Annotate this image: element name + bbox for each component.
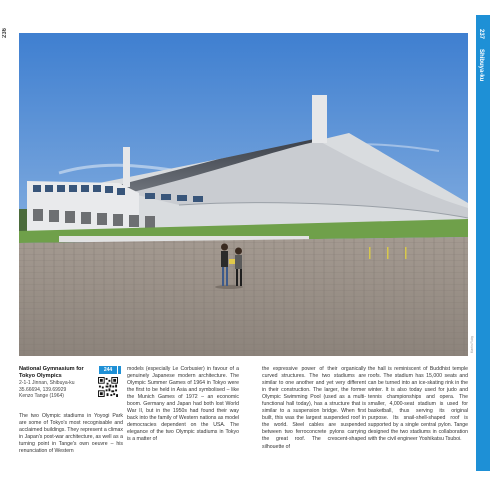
section-tab [476, 15, 490, 471]
page-number-left: 236 [2, 28, 8, 39]
body-text-column-1: The two Olympic stadiums in Yoyogi Park are some of Tokyo's most recognisable and acclaimed buildings. They represent a climax in Japan's post-war architecture, as well as a turning point in Tange's own oeuvre – his renunciation of Western [19, 413, 123, 455]
entry-number-badge [99, 366, 117, 374]
listing-address: 2-1-1 Jinnan, Shibuya-ku [19, 380, 75, 386]
photo-credit: Martin Ruby [470, 336, 474, 354]
gymnasium-photo [19, 33, 468, 356]
right-page-number: 237 [478, 29, 484, 40]
body-text-column-2: models (especially Le Corbusier) in favour of a genuinely Japanese modern architecture. The Olympic Summer Games of 1964 in Tokyo were the first to be held in Asia and symbolised – like the Munich Games of 1972 – an economic boom. Germany and Japan had both lost World War II, but in the 1950s had found their way back into the family of Western nations as model democracies dependent on the USA. The elegance of the two Olympic stadiums in Tokyo is a matter of [127, 366, 239, 443]
body-text-column-3: the expressive power of their organically curved structures. The two stadiums are similar to one another and yet very different in their construction. The larger, the former Olympic Swimming Pool (used as a multi-functional hall today), has a structure that is similar to a suspension bridge. When first built, this was the largest suspended roof in the world. Steel cables are suspended between two ferroconcrete pylons carrying the great roof. The crescent-shaped silhouette of [262, 366, 366, 450]
listing-coords: 35.66694, 139.69929 [19, 386, 67, 393]
listing-title: National Gymnasium for Tokyo Olympics [19, 366, 84, 379]
listing-architect: Kenzo Tange (1964) [19, 393, 64, 400]
map-marker-icon [118, 366, 121, 374]
qr-code-icon [98, 377, 118, 397]
body-text-column-4: the hall is reminiscent of Buddhist temple roofs. The stadium has 15,000 seats and can be turned into an ice-skating rink in the winter. It is also today used for judo and tennis championships and opera. The smaller, 4,000-seat stadium is used for basketball, thus serving its original purpose. Its snail-shell-shaped roof is supported by a single central pylon. Tange designed the two stadiums in collaboration with the civil engineer Yoshikatsu Tsuboi. [368, 366, 468, 443]
entry-number: 244 [103, 367, 113, 373]
section-name: Shibuya-ku [478, 48, 484, 82]
